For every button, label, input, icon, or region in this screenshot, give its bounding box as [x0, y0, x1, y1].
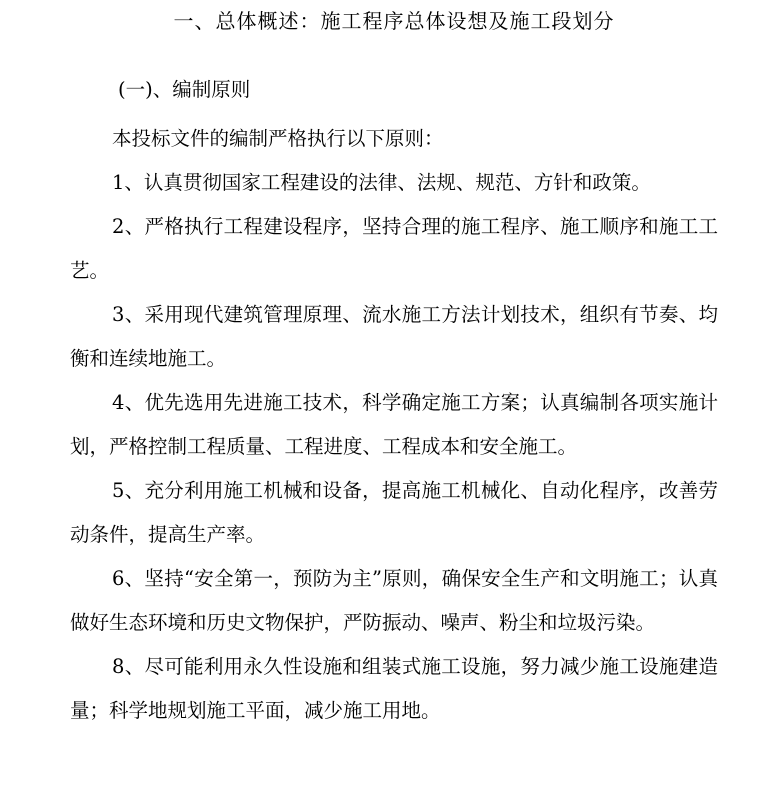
principle-item: 6、坚持“安全第一，预防为主”原则，确保安全生产和文明施工；认真做好生态环境和历史文物保护，严防振动、噪声、粉尘和垃圾污染。 — [70, 567, 718, 634]
section-heading: (一)、编制原则 — [118, 78, 251, 101]
principle-item: 4、优先选用先进施工技术，科学确定施工方案；认真编制各项实施计划，严格控制工程质量、工程进度、工程成本和安全施工。 — [70, 391, 718, 458]
page-title: 一、总体概述：施工程序总体设想及施工段划分 — [173, 9, 615, 33]
document-body — [70, 117, 718, 733]
principle-item: 8、尽可能利用永久性设施和组装式施工设施，努力减少施工设施建造量；科学地规划施工平面，减少施工用地。 — [70, 655, 718, 722]
principle-item: 5、充分利用施工机械和设备，提高施工机械化、自动化程序，改善劳动条件，提高生产率。 — [70, 479, 718, 546]
intro-paragraph: 本投标文件的编制严格执行以下原则： — [112, 127, 444, 150]
principle-item: 3、采用现代建筑管理原理、流水施工方法计划技术，组织有节奏、均衡和连续地施工。 — [70, 303, 718, 370]
principle-item: 1、认真贯彻国家工程建设的法律、法规、规范、方针和政策。 — [112, 171, 651, 194]
principle-item: 2、严格执行工程建设程序，坚持合理的施工程序、施工顺序和施工工艺。 — [70, 215, 718, 282]
